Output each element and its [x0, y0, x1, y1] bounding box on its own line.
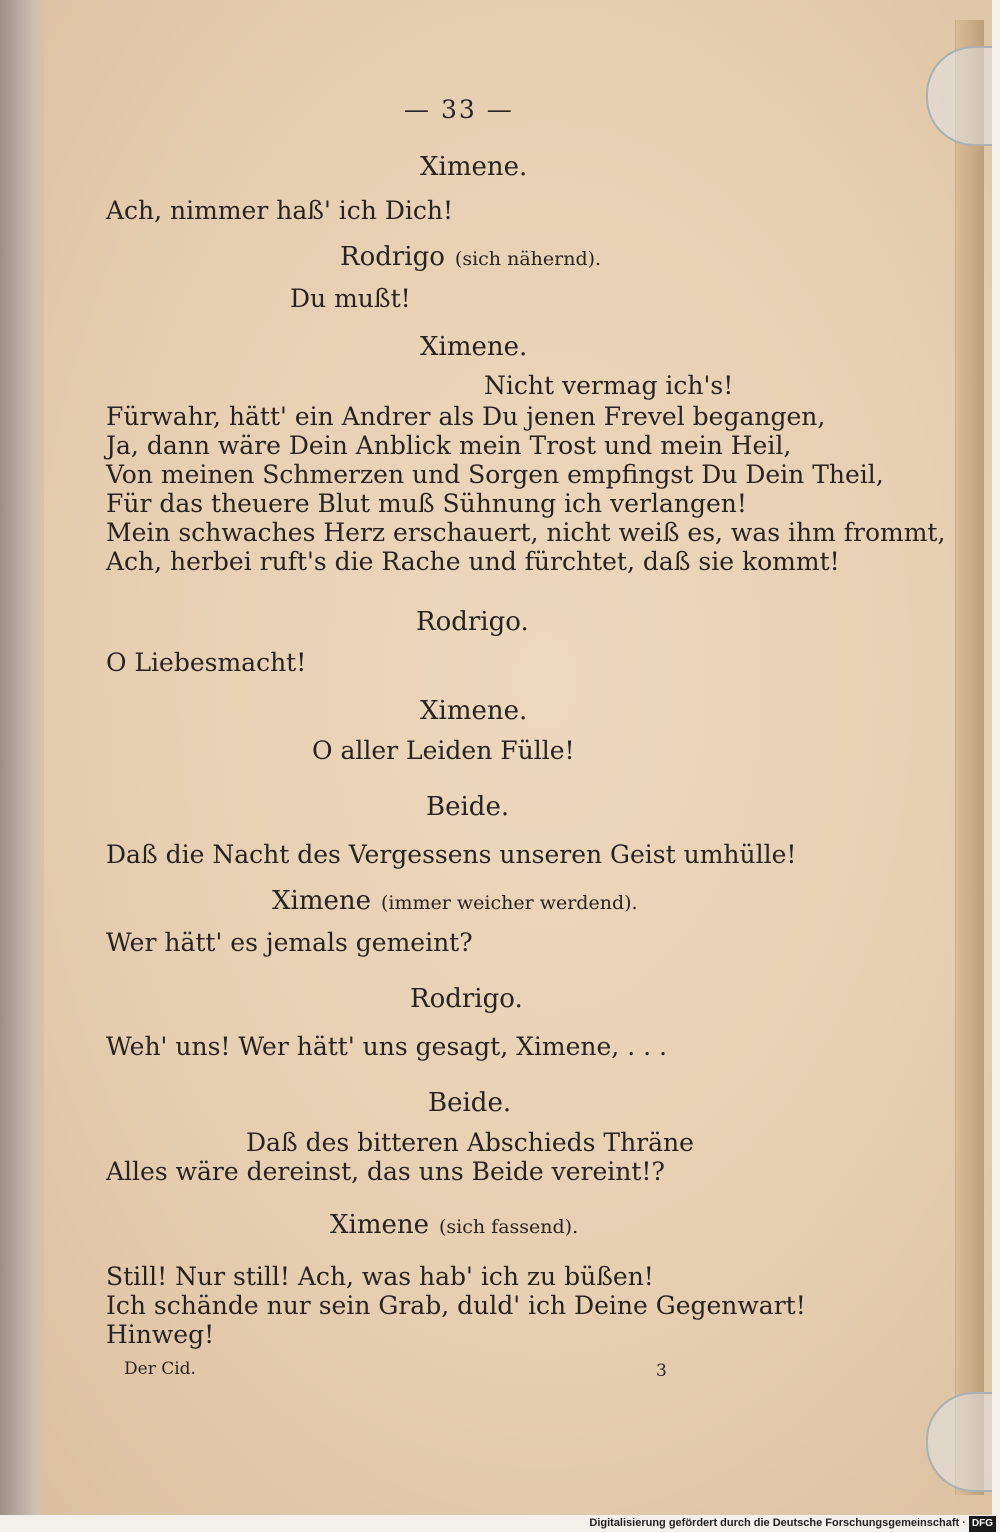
- speaker-name: [420, 152, 527, 182]
- line-text: Ach, herbei ruft's die Rache und fürchtet, daß sie kommt!: [106, 547, 840, 576]
- line-text: Ximene.: [420, 152, 528, 182]
- speaker-name: [410, 984, 523, 1014]
- stage-direction: (immer weicher werdend).: [381, 892, 638, 914]
- text-line: [106, 1157, 665, 1187]
- text-line: [106, 648, 306, 678]
- page-number: — 33 —: [404, 95, 514, 124]
- line-text: Alles wäre dereinst, das uns Beide vereint!?: [106, 1157, 665, 1186]
- text-line: [106, 431, 791, 461]
- text-line: [106, 928, 473, 958]
- line-text: Daß die Nacht des Vergessens unseren Geist umhülle!: [106, 840, 797, 869]
- text-line: [106, 196, 453, 226]
- page-clip-top: [926, 46, 992, 146]
- line-text: Weh' uns! Wer hätt' uns gesagt, Ximene, . . .: [106, 1032, 667, 1061]
- text-line: [246, 1128, 694, 1158]
- line-text: Ximene.: [420, 332, 528, 362]
- line-text: Von meinen Schmerzen und Sorgen empfingst Du Dein Theil,: [106, 460, 884, 489]
- speaker-name: [428, 1088, 511, 1118]
- text-line: [106, 1320, 214, 1350]
- line-text: Ich schände nur sein Grab, duld' ich Deine Gegenwart!: [106, 1291, 806, 1320]
- text-line: [484, 371, 733, 401]
- line-text: Nicht vermag ich's!: [484, 371, 734, 400]
- line-text: Ja, dann wäre Dein Anblick mein Trost und mein Heil,: [106, 431, 792, 460]
- text-line: [312, 736, 575, 766]
- line-text: Für das theuere Blut muß Sühnung ich verlangen!: [106, 489, 747, 518]
- line-text: Ximene: [272, 886, 371, 916]
- line-text: Rodrigo.: [416, 607, 529, 637]
- dfg-logo: DFG: [969, 1516, 996, 1532]
- text-line: [106, 518, 945, 548]
- line-text: Beide.: [428, 1088, 512, 1118]
- text-line: [106, 1032, 667, 1062]
- line-text: Fürwahr, hätt' ein Andrer als Du jenen Frevel begangen,: [106, 402, 826, 431]
- text-line: [106, 460, 884, 490]
- page-edge: [955, 20, 984, 1495]
- text-line: [290, 284, 411, 314]
- line-text: Mein schwaches Herz erschauert, nicht weiß es, was ihm frommt,: [106, 518, 946, 547]
- line-text: Ximene.: [420, 696, 528, 726]
- text-line: [106, 1291, 806, 1321]
- speaker-name: [420, 332, 527, 362]
- speaker-name: [272, 886, 638, 918]
- speaker-name: [420, 696, 527, 726]
- line-text: Wer hätt' es jemals gemeint?: [106, 928, 473, 957]
- digitization-credit: Digitalisierung gefördert durch die Deutsche Forschungsgemeinschaft · DFG: [589, 1515, 1000, 1531]
- line-text: Hinweg!: [106, 1320, 215, 1349]
- line-text: Rodrigo.: [410, 984, 523, 1014]
- text-line: [106, 1262, 654, 1292]
- text-line: [106, 547, 840, 577]
- text-line: [106, 840, 796, 870]
- speaker-name: [330, 1210, 578, 1242]
- page-clip-bottom: [926, 1392, 992, 1492]
- speaker-name: [426, 792, 509, 822]
- line-text: Ach, nimmer haß' ich Dich!: [106, 196, 454, 225]
- stage-direction: (sich nähernd).: [454, 248, 602, 270]
- book-spine-shadow: [0, 0, 44, 1515]
- stage-direction: (sich fassend).: [439, 1216, 579, 1238]
- line-text: Daß des bitteren Abschieds Thräne: [246, 1128, 694, 1157]
- running-footer-title: Der Cid.: [124, 1359, 196, 1379]
- line-text: Still! Nur still! Ach, was hab' ich zu büßen!: [106, 1262, 654, 1291]
- line-text: Ximene: [330, 1210, 429, 1240]
- speaker-name: [340, 242, 601, 274]
- line-text: O aller Leiden Fülle!: [312, 736, 575, 765]
- speaker-name: [416, 607, 529, 637]
- signature-mark: 3: [656, 1361, 667, 1381]
- text-line: [106, 402, 825, 432]
- line-text: Rodrigo: [340, 242, 445, 272]
- text-line: [106, 489, 747, 519]
- line-text: Du mußt!: [290, 284, 411, 313]
- line-text: O Liebesmacht!: [106, 648, 307, 677]
- line-text: Beide.: [426, 792, 510, 822]
